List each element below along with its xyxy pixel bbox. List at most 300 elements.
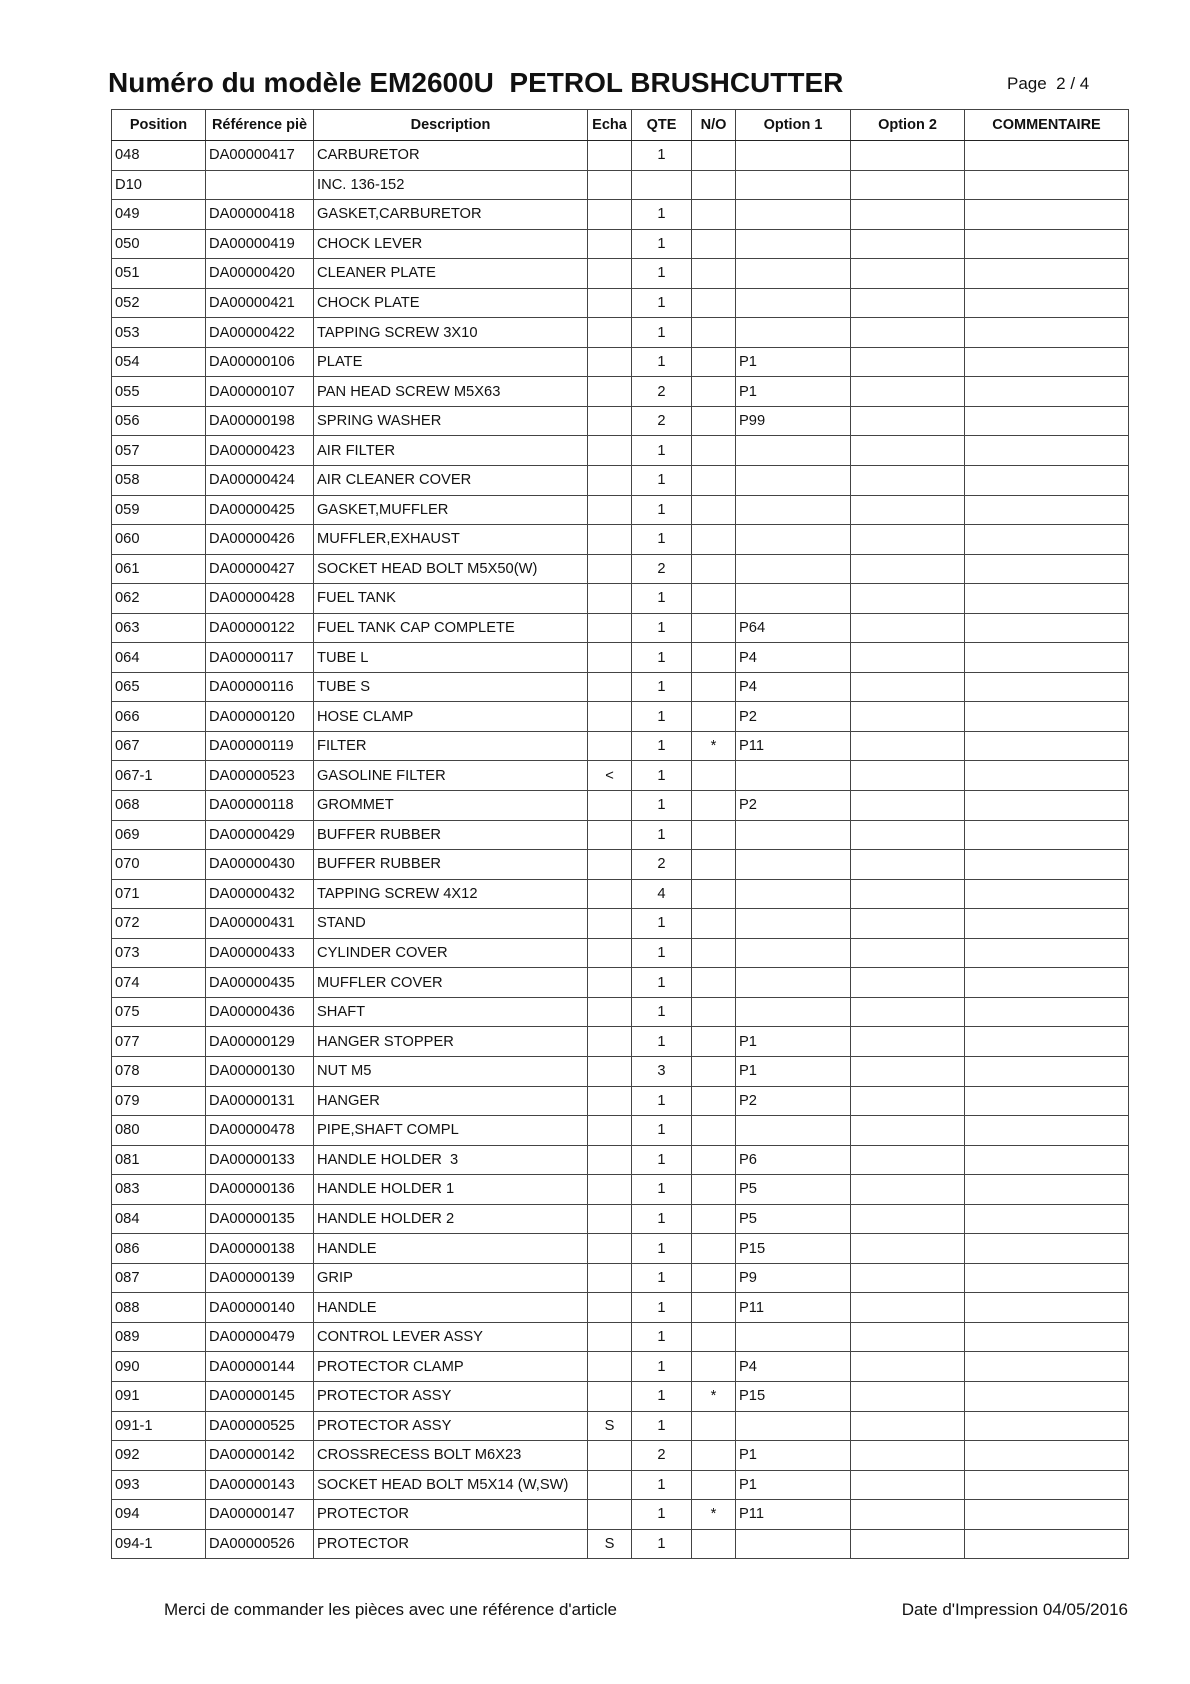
- option1-cell: [736, 1411, 851, 1441]
- position-cell: 093: [112, 1470, 206, 1500]
- table-row: [112, 672, 1129, 702]
- description-cell: SOCKET HEAD BOLT M5X50(W): [314, 554, 588, 584]
- reference-cell: DA00000143: [206, 1470, 314, 1500]
- qte-cell: 1: [632, 347, 692, 377]
- reference-cell: DA00000144: [206, 1352, 314, 1382]
- echange-cell: [588, 1263, 632, 1293]
- no-cell: [692, 643, 736, 673]
- table-row: [112, 1204, 1129, 1234]
- commentaire-cell: [965, 288, 1129, 318]
- no-cell: [692, 229, 736, 259]
- description-cell: MUFFLER,EXHAUST: [314, 525, 588, 555]
- reference-cell: DA00000478: [206, 1116, 314, 1146]
- option1-cell: [736, 1529, 851, 1559]
- table-row: [112, 643, 1129, 673]
- option2-cell: [851, 1293, 965, 1323]
- qte-cell: 1: [632, 1500, 692, 1530]
- position-cell: 088: [112, 1293, 206, 1323]
- table-row: [112, 495, 1129, 525]
- description-cell: FUEL TANK CAP COMPLETE: [314, 613, 588, 643]
- no-cell: [692, 495, 736, 525]
- footer-order-note: Merci de commander les pièces avec une référence d'article: [164, 1600, 618, 1619]
- qte-cell: 1: [632, 997, 692, 1027]
- option2-cell: [851, 1175, 965, 1205]
- position-cell: 074: [112, 968, 206, 998]
- option2-cell: [851, 613, 965, 643]
- option1-cell: [736, 170, 851, 200]
- reference-cell: DA00000430: [206, 850, 314, 880]
- echange-cell: [588, 1293, 632, 1323]
- no-cell: [692, 1204, 736, 1234]
- echange-cell: [588, 495, 632, 525]
- echange-cell: [588, 554, 632, 584]
- option2-cell: [851, 1027, 965, 1057]
- qte-cell: 1: [632, 1204, 692, 1234]
- echange-cell: [588, 229, 632, 259]
- position-cell: 090: [112, 1352, 206, 1382]
- echange-cell: [588, 613, 632, 643]
- table-row: [112, 731, 1129, 761]
- qte-cell: 1: [632, 1116, 692, 1146]
- option1-cell: [736, 1116, 851, 1146]
- echange-cell: [588, 170, 632, 200]
- option1-cell: P5: [736, 1204, 851, 1234]
- table-row: [112, 1529, 1129, 1559]
- description-cell: HANDLE HOLDER 1: [314, 1175, 588, 1205]
- position-cell: 057: [112, 436, 206, 466]
- description-cell: TAPPING SCREW 4X12: [314, 879, 588, 909]
- option1-cell: P15: [736, 1234, 851, 1264]
- echange-cell: S: [588, 1411, 632, 1441]
- commentaire-cell: [965, 436, 1129, 466]
- option1-cell: [736, 495, 851, 525]
- option1-cell: [736, 997, 851, 1027]
- echange-cell: [588, 525, 632, 555]
- table-row: [112, 554, 1129, 584]
- echange-cell: [588, 259, 632, 289]
- option1-cell: P6: [736, 1145, 851, 1175]
- qte-cell: 1: [632, 613, 692, 643]
- position-cell: 094: [112, 1500, 206, 1530]
- option2-cell: [851, 1263, 965, 1293]
- commentaire-cell: [965, 1470, 1129, 1500]
- position-cell: 079: [112, 1086, 206, 1116]
- commentaire-cell: [965, 466, 1129, 496]
- qte-cell: 2: [632, 406, 692, 436]
- qte-cell: 1: [632, 1293, 692, 1323]
- position-cell: 081: [112, 1145, 206, 1175]
- option1-cell: [736, 584, 851, 614]
- page-indicator: Page 2 / 4: [1007, 74, 1090, 93]
- reference-cell: DA00000421: [206, 288, 314, 318]
- footer-print-date: Date d'Impression 04/05/2016: [901, 1600, 1128, 1619]
- option1-cell: [736, 1322, 851, 1352]
- no-cell: [692, 820, 736, 850]
- description-cell: NUT M5: [314, 1056, 588, 1086]
- description-cell: PROTECTOR: [314, 1500, 588, 1530]
- description-cell: HANDLE: [314, 1234, 588, 1264]
- no-cell: [692, 200, 736, 230]
- no-cell: [692, 1145, 736, 1175]
- qte-cell: 1: [632, 1529, 692, 1559]
- table-row: [112, 406, 1129, 436]
- option2-cell: [851, 1234, 965, 1264]
- reference-cell: DA00000107: [206, 377, 314, 407]
- no-cell: [692, 141, 736, 171]
- position-cell: 056: [112, 406, 206, 436]
- parts-table: [111, 109, 1129, 1559]
- reference-cell: DA00000417: [206, 141, 314, 171]
- position-cell: 062: [112, 584, 206, 614]
- reference-cell: DA00000422: [206, 318, 314, 348]
- column-header-position: Position: [112, 110, 206, 141]
- reference-cell: DA00000142: [206, 1441, 314, 1471]
- reference-cell: DA00000419: [206, 229, 314, 259]
- echange-cell: [588, 850, 632, 880]
- no-cell: [692, 466, 736, 496]
- commentaire-cell: [965, 554, 1129, 584]
- option2-cell: [851, 1529, 965, 1559]
- option1-cell: [736, 554, 851, 584]
- commentaire-cell: [965, 347, 1129, 377]
- position-cell: 055: [112, 377, 206, 407]
- reference-cell: DA00000119: [206, 731, 314, 761]
- option1-cell: P11: [736, 1500, 851, 1530]
- echange-cell: [588, 141, 632, 171]
- table-row: [112, 584, 1129, 614]
- table-row: [112, 1381, 1129, 1411]
- option2-cell: [851, 1352, 965, 1382]
- position-cell: 069: [112, 820, 206, 850]
- column-header-option1: Option 1: [736, 110, 851, 141]
- option2-cell: [851, 968, 965, 998]
- option2-cell: [851, 1381, 965, 1411]
- commentaire-cell: [965, 1322, 1129, 1352]
- reference-cell: DA00000427: [206, 554, 314, 584]
- position-cell: 067-1: [112, 761, 206, 791]
- reference-cell: DA00000147: [206, 1500, 314, 1530]
- commentaire-cell: [965, 731, 1129, 761]
- no-cell: [692, 1027, 736, 1057]
- option1-cell: P4: [736, 643, 851, 673]
- no-cell: [692, 1322, 736, 1352]
- no-cell: [692, 672, 736, 702]
- no-cell: [692, 377, 736, 407]
- option1-cell: P1: [736, 1470, 851, 1500]
- commentaire-cell: [965, 702, 1129, 732]
- commentaire-cell: [965, 968, 1129, 998]
- echange-cell: [588, 1116, 632, 1146]
- echange-cell: [588, 672, 632, 702]
- option2-cell: [851, 1500, 965, 1530]
- description-cell: CONTROL LEVER ASSY: [314, 1322, 588, 1352]
- no-cell: [692, 318, 736, 348]
- option2-cell: [851, 997, 965, 1027]
- reference-cell: DA00000116: [206, 672, 314, 702]
- commentaire-cell: [965, 1381, 1129, 1411]
- table-body: [112, 141, 1129, 1559]
- commentaire-cell: [965, 318, 1129, 348]
- qte-cell: 1: [632, 466, 692, 496]
- column-header-reference: Référence piè: [206, 110, 314, 141]
- position-cell: 086: [112, 1234, 206, 1264]
- commentaire-cell: [965, 997, 1129, 1027]
- option2-cell: [851, 791, 965, 821]
- qte-cell: 1: [632, 1263, 692, 1293]
- option2-cell: [851, 672, 965, 702]
- option1-cell: P99: [736, 406, 851, 436]
- table-row: [112, 820, 1129, 850]
- table-row: [112, 347, 1129, 377]
- position-cell: 077: [112, 1027, 206, 1057]
- option2-cell: [851, 1086, 965, 1116]
- option1-cell: [736, 288, 851, 318]
- table-row: [112, 200, 1129, 230]
- no-cell: [692, 1411, 736, 1441]
- no-cell: [692, 1441, 736, 1471]
- reference-cell: DA00000431: [206, 909, 314, 939]
- no-cell: [692, 1263, 736, 1293]
- no-cell: [692, 613, 736, 643]
- no-cell: [692, 909, 736, 939]
- option2-cell: [851, 406, 965, 436]
- description-cell: SOCKET HEAD BOLT M5X14 (W,SW): [314, 1470, 588, 1500]
- reference-cell: [206, 170, 314, 200]
- commentaire-cell: [965, 1500, 1129, 1530]
- description-cell: BUFFER RUBBER: [314, 820, 588, 850]
- commentaire-cell: [965, 584, 1129, 614]
- table-row: [112, 141, 1129, 171]
- qte-cell: 2: [632, 850, 692, 880]
- qte-cell: 1: [632, 909, 692, 939]
- qte-cell: 1: [632, 1175, 692, 1205]
- position-cell: 084: [112, 1204, 206, 1234]
- echange-cell: [588, 1145, 632, 1175]
- table-row: [112, 436, 1129, 466]
- commentaire-cell: [965, 820, 1129, 850]
- echange-cell: [588, 1086, 632, 1116]
- position-cell: 059: [112, 495, 206, 525]
- position-cell: 091: [112, 1381, 206, 1411]
- qte-cell: 1: [632, 820, 692, 850]
- position-cell: 048: [112, 141, 206, 171]
- echange-cell: [588, 791, 632, 821]
- commentaire-cell: [965, 1027, 1129, 1057]
- reference-cell: DA00000131: [206, 1086, 314, 1116]
- commentaire-cell: [965, 1529, 1129, 1559]
- commentaire-cell: [965, 938, 1129, 968]
- option2-cell: [851, 1116, 965, 1146]
- no-cell: [692, 1175, 736, 1205]
- description-cell: GASOLINE FILTER: [314, 761, 588, 791]
- commentaire-cell: [965, 761, 1129, 791]
- option2-cell: [851, 702, 965, 732]
- option1-cell: [736, 259, 851, 289]
- no-cell: *: [692, 1500, 736, 1530]
- reference-cell: DA00000426: [206, 525, 314, 555]
- option2-cell: [851, 850, 965, 880]
- option2-cell: [851, 643, 965, 673]
- echange-cell: [588, 1322, 632, 1352]
- table-row: [112, 702, 1129, 732]
- option2-cell: [851, 141, 965, 171]
- echange-cell: [588, 1381, 632, 1411]
- reference-cell: DA00000145: [206, 1381, 314, 1411]
- echange-cell: [588, 1027, 632, 1057]
- table-row: [112, 377, 1129, 407]
- no-cell: [692, 1056, 736, 1086]
- qte-cell: 1: [632, 938, 692, 968]
- qte-cell: 3: [632, 1056, 692, 1086]
- reference-cell: DA00000198: [206, 406, 314, 436]
- echange-cell: [588, 1352, 632, 1382]
- option1-cell: [736, 909, 851, 939]
- option2-cell: [851, 1145, 965, 1175]
- option2-cell: [851, 1470, 965, 1500]
- description-cell: CLEANER PLATE: [314, 259, 588, 289]
- table-row: [112, 525, 1129, 555]
- description-cell: HANGER STOPPER: [314, 1027, 588, 1057]
- qte-cell: 1: [632, 968, 692, 998]
- qte-cell: 1: [632, 318, 692, 348]
- commentaire-cell: [965, 1056, 1129, 1086]
- qte-cell: 2: [632, 554, 692, 584]
- reference-cell: DA00000435: [206, 968, 314, 998]
- option2-cell: [851, 495, 965, 525]
- qte-cell: 1: [632, 731, 692, 761]
- option2-cell: [851, 200, 965, 230]
- description-cell: CROSSRECESS BOLT M6X23: [314, 1441, 588, 1471]
- reference-cell: DA00000432: [206, 879, 314, 909]
- option2-cell: [851, 731, 965, 761]
- reference-cell: DA00000122: [206, 613, 314, 643]
- position-cell: 067: [112, 731, 206, 761]
- qte-cell: 1: [632, 1234, 692, 1264]
- echange-cell: <: [588, 761, 632, 791]
- echange-cell: [588, 347, 632, 377]
- description-cell: CARBURETOR: [314, 141, 588, 171]
- position-cell: 080: [112, 1116, 206, 1146]
- qte-cell: 1: [632, 141, 692, 171]
- reference-cell: DA00000130: [206, 1056, 314, 1086]
- no-cell: [692, 554, 736, 584]
- document-title: Numéro du modèle EM2600U PETROL BRUSHCUTTER: [108, 67, 844, 98]
- position-cell: 083: [112, 1175, 206, 1205]
- table-row: [112, 1027, 1129, 1057]
- table-row: [112, 1056, 1129, 1086]
- commentaire-cell: [965, 879, 1129, 909]
- qte-cell: 1: [632, 288, 692, 318]
- no-cell: [692, 584, 736, 614]
- no-cell: *: [692, 731, 736, 761]
- option2-cell: [851, 909, 965, 939]
- table-row: [112, 1263, 1129, 1293]
- description-cell: PROTECTOR: [314, 1529, 588, 1559]
- option2-cell: [851, 1204, 965, 1234]
- table-row: [112, 938, 1129, 968]
- no-cell: [692, 1116, 736, 1146]
- table-row: [112, 318, 1129, 348]
- qte-cell: 1: [632, 1027, 692, 1057]
- option1-cell: P1: [736, 1441, 851, 1471]
- table-row: [112, 1116, 1129, 1146]
- option2-cell: [851, 318, 965, 348]
- option2-cell: [851, 259, 965, 289]
- commentaire-cell: [965, 1352, 1129, 1382]
- no-cell: *: [692, 1381, 736, 1411]
- position-cell: 052: [112, 288, 206, 318]
- table-row: [112, 229, 1129, 259]
- reference-cell: DA00000140: [206, 1293, 314, 1323]
- echange-cell: [588, 820, 632, 850]
- option2-cell: [851, 1441, 965, 1471]
- reference-cell: DA00000418: [206, 200, 314, 230]
- echange-cell: [588, 288, 632, 318]
- echange-cell: [588, 1056, 632, 1086]
- description-cell: SPRING WASHER: [314, 406, 588, 436]
- table-row: [112, 761, 1129, 791]
- reference-cell: DA00000129: [206, 1027, 314, 1057]
- position-cell: 078: [112, 1056, 206, 1086]
- commentaire-cell: [965, 613, 1129, 643]
- reference-cell: DA00000429: [206, 820, 314, 850]
- column-header-qte: QTE: [632, 110, 692, 141]
- option2-cell: [851, 525, 965, 555]
- no-cell: [692, 1470, 736, 1500]
- table-row: [112, 170, 1129, 200]
- column-header-commentaire: COMMENTAIRE: [965, 110, 1129, 141]
- qte-cell: 1: [632, 1381, 692, 1411]
- commentaire-cell: [965, 495, 1129, 525]
- reference-cell: DA00000425: [206, 495, 314, 525]
- position-cell: 051: [112, 259, 206, 289]
- qte-cell: 4: [632, 879, 692, 909]
- description-cell: BUFFER RUBBER: [314, 850, 588, 880]
- reference-cell: DA00000523: [206, 761, 314, 791]
- option2-cell: [851, 879, 965, 909]
- commentaire-cell: [965, 1263, 1129, 1293]
- table-row: [112, 1234, 1129, 1264]
- option2-cell: [851, 347, 965, 377]
- qte-cell: 1: [632, 1322, 692, 1352]
- position-cell: 053: [112, 318, 206, 348]
- option1-cell: [736, 200, 851, 230]
- echange-cell: [588, 879, 632, 909]
- table-row: [112, 909, 1129, 939]
- commentaire-cell: [965, 1145, 1129, 1175]
- no-cell: [692, 702, 736, 732]
- position-cell: 061: [112, 554, 206, 584]
- reference-cell: DA00000525: [206, 1411, 314, 1441]
- reference-cell: DA00000136: [206, 1175, 314, 1205]
- column-header-description: Description: [314, 110, 588, 141]
- option2-cell: [851, 554, 965, 584]
- commentaire-cell: [965, 1234, 1129, 1264]
- no-cell: [692, 791, 736, 821]
- position-cell: 060: [112, 525, 206, 555]
- description-cell: GASKET,MUFFLER: [314, 495, 588, 525]
- description-cell: GROMMET: [314, 791, 588, 821]
- table-row: [112, 1145, 1129, 1175]
- no-cell: [692, 938, 736, 968]
- description-cell: AIR CLEANER COVER: [314, 466, 588, 496]
- description-cell: SHAFT: [314, 997, 588, 1027]
- description-cell: MUFFLER COVER: [314, 968, 588, 998]
- commentaire-cell: [965, 377, 1129, 407]
- option1-cell: [736, 761, 851, 791]
- option1-cell: [736, 466, 851, 496]
- reference-cell: DA00000436: [206, 997, 314, 1027]
